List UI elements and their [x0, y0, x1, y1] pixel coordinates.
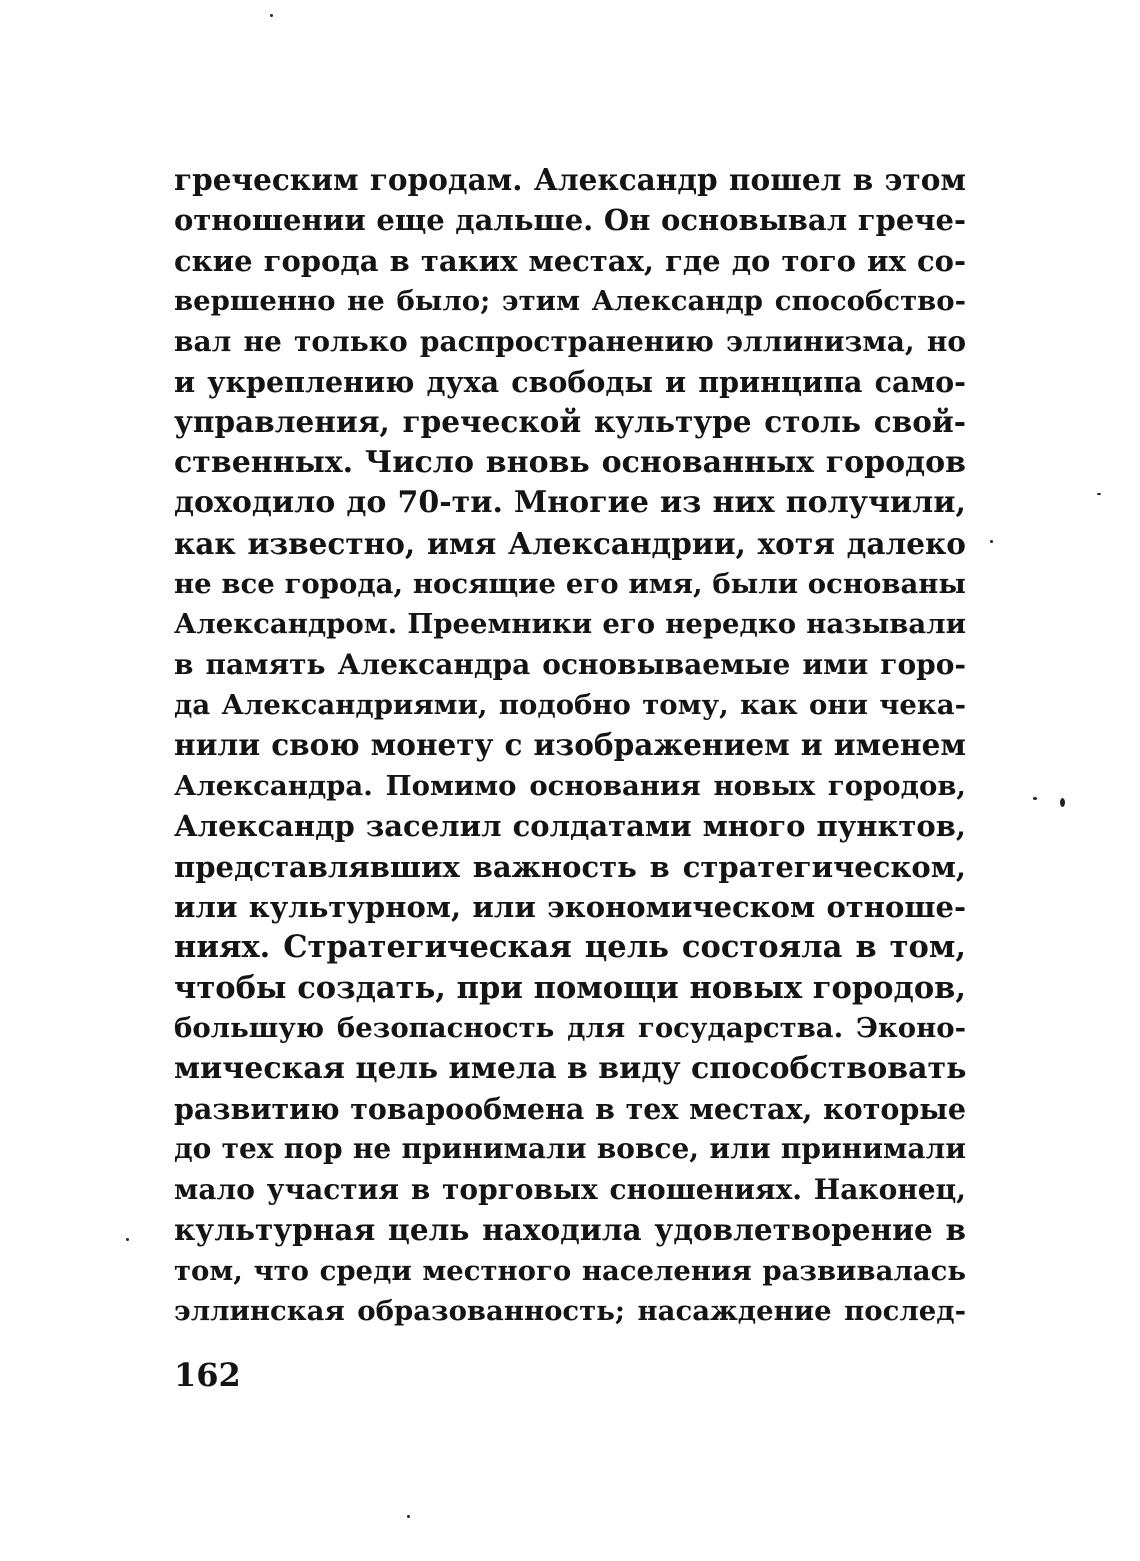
text-line: ские города в таких местах, где до того их со- — [174, 243, 966, 278]
scan-speck — [1033, 797, 1037, 800]
text-line: Александра. Помимо основания новых городов, — [174, 769, 966, 802]
text-line: эллинская образованность; насаждение послед- — [174, 1294, 966, 1327]
text-line: как известно, имя Александрии, хотя далеко — [174, 525, 966, 561]
page-number: 162 — [174, 1356, 241, 1394]
text-line: и укреплению духа свободы и принципа само- — [174, 364, 966, 399]
scan-speck — [990, 540, 993, 543]
text-line: в память Александра основываемые ими горо- — [174, 647, 966, 681]
text-line: ниях. Стратегическая цель состояла в том, — [174, 929, 966, 966]
text-line: Александром. Преемники его нередко называли — [174, 608, 966, 641]
text-line: не все города, носящие его имя, были основаны — [174, 567, 966, 600]
scan-speck — [1060, 798, 1065, 807]
text-line: большую безопасность для государства. Эконо- — [174, 1012, 966, 1045]
scan-speck — [270, 14, 273, 17]
text-line: чтобы создать, при помощи новых городов, — [174, 969, 966, 1006]
text-line: да Александриями, подобно тому, как они чека- — [174, 689, 966, 722]
text-line: ственных. Число вновь основанных городов — [174, 444, 966, 480]
text-line: том, что среди местного населения развивалась — [174, 1254, 966, 1287]
text-line: представлявших важность в стратегическом, — [174, 849, 966, 884]
scan-speck — [407, 1515, 410, 1518]
text-line: доходило до 70-ти. Многие из них получили, — [174, 485, 966, 521]
text-line: отношении еще дальше. Он основывал грече- — [174, 203, 966, 238]
text-line: развитию товарообмена в тех местах, которые — [174, 1091, 966, 1126]
body-text — [174, 160, 966, 1331]
text-line: культурная цель находила удовлетворение в — [174, 1212, 966, 1248]
text-line: вершенно не было; этим Александр способство- — [174, 285, 966, 318]
text-line: или культурном, или экономическом отноше- — [174, 890, 966, 925]
text-line: вал не только распространению эллинизма, но — [174, 324, 966, 358]
text-line: мало участия в торговых сношениях. Наконец, — [174, 1172, 966, 1206]
text-line: нили свою монету с изображением и именем — [174, 727, 966, 763]
text-line: мическая цель имела в виду способствовать — [174, 1050, 967, 1086]
text-line: греческим городам. Александр пошел в этом — [174, 162, 966, 197]
text-line: Александр заселил солдатами много пунктов, — [174, 809, 966, 844]
text-line: управления, греческой культуре столь свой- — [174, 404, 966, 440]
scan-speck — [1097, 493, 1101, 495]
scan-speck — [126, 1238, 129, 1241]
text-line: до тех пор не принимали вовсе, или принимали — [174, 1132, 966, 1166]
